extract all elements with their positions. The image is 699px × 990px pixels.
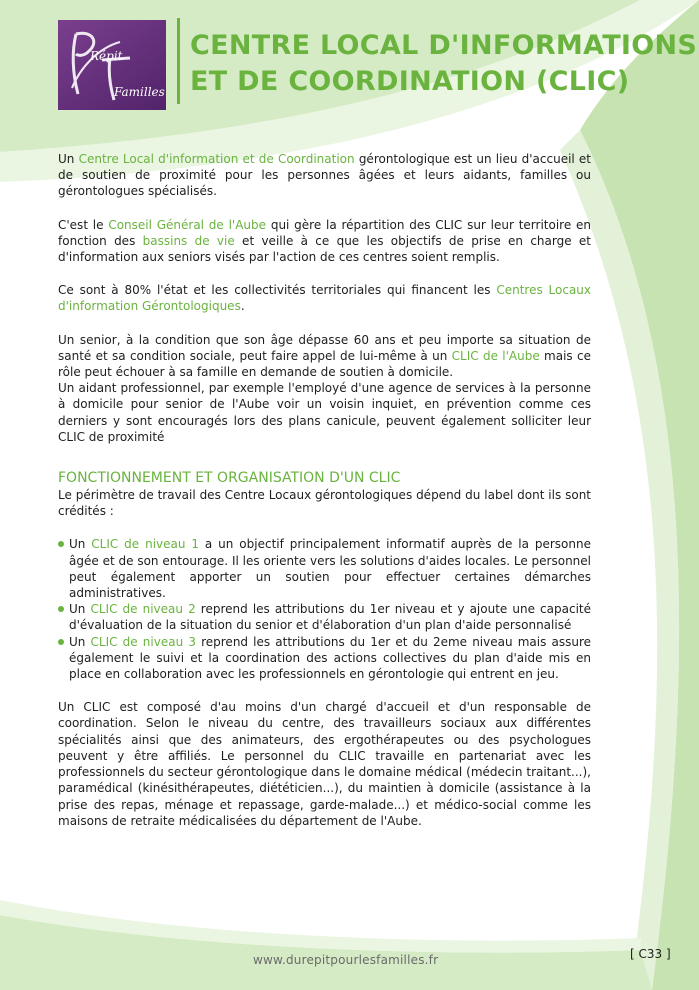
list-item-level-2 [58, 601, 591, 633]
logo-graphic [58, 20, 166, 110]
section-intro: Le périmètre de travail des Centre Locaux gérontologiques dépend du label dont ils sont crédités : [58, 488, 591, 519]
logo-text-familles: Familles [114, 85, 165, 99]
text: Un [69, 602, 91, 617]
text: qui gère la répartition des CLIC sur leur territoire en fonction des [58, 217, 591, 248]
page-title-line-1: CENTRE LOCAL D'INFORMATIONS [190, 30, 698, 61]
main-content [58, 151, 591, 846]
right-edge-swoosh [580, 0, 699, 990]
intro-paragraph-4 [58, 332, 591, 381]
text: Ce sont à 80% l'état et les collectivités territoriales qui financent les [58, 283, 497, 298]
page-number: [ C33 ] [630, 947, 671, 961]
link-centre-local[interactable]: Centre Local d'information et de Coordination [78, 152, 355, 166]
text: gérontologique est un lieu d'accueil et de soutien de proximité pour les personnes âgées et leurs aidants, familles ou gérontologues spécialisés. [58, 152, 592, 199]
link-clic-niveau-2[interactable]: CLIC de niveau 2 [90, 602, 196, 617]
intro-paragraph-5: Un aidant professionnel, par exemple l'employé d'une agence de services à la personne à domicile pour senior de l'Aube voir un voisin inquiet, en prévention comme ces derniers y sont encouragés lors des plans canicule, peuvent également solliciter leur CLIC de proximité [58, 381, 591, 444]
link-bassins-de-vie[interactable]: bassins de vie [142, 233, 235, 248]
text: Un [58, 152, 79, 166]
repit-familles-logo [58, 20, 166, 110]
link-centres-locaux[interactable]: Centres Locaux d'information Gérontologiques [58, 283, 592, 314]
bullet-icon [58, 639, 64, 645]
text: Un senior, à la condition que son âge dépasse 60 ans et peu importe sa situation de santé et sa condition sociale, peut faire appel de lui-même à un [58, 332, 591, 363]
footer-website-link[interactable]: www.durepitpourlesfamilles.fr [253, 953, 439, 967]
logo-text-repit: Répit [90, 49, 123, 63]
bullet-icon [58, 541, 64, 547]
page-title-line-2: ET DE COORDINATION (CLIC) [190, 66, 630, 97]
text: . [240, 299, 245, 314]
list-item-level-1 [58, 536, 591, 601]
intro-paragraph-1 [58, 151, 591, 200]
text: et veille à ce que les objectifs de prise en charge et d'information aux seniors visés par l'action de ces centres soient remplis. [58, 233, 591, 265]
link-clic-aube[interactable]: CLIC de l'Aube [451, 348, 540, 363]
text: a un objectif principalement informatif auprès de la personne âgée et de son entourage. Il les oriente vers les solutions d'aides locales. Le personnel peut également apporter un soutien pour effectuer certaines démarches administratives. [69, 537, 591, 601]
text: reprend les attributions du 1er et du 2eme niveau mais assure également le suivi et la coordination des actions collectives du plan d'aide mis en place en collaboration avec les professionnels en gérontologie qui entrent en jeu. [69, 634, 591, 682]
list-item-level-3 [58, 634, 591, 683]
bullet-icon [58, 606, 64, 612]
text: Un [69, 537, 92, 552]
intro-paragraph-2 [58, 217, 591, 266]
text: Un [69, 634, 91, 649]
text: reprend les attributions du 1er niveau et y ajoute une capacité d'évaluation de la situation du senior et d'élaboration d'un plan d'aide personnalisé [69, 602, 591, 633]
header-divider [177, 18, 180, 104]
closing-paragraph: Un CLIC est composé d'au moins d'un chargé d'accueil et d'un responsable de coordination. Selon le niveau du centre, des travailleurs sociaux aux différentes spécialités ainsi que des animateurs, des ergothérapeutes ou des psychologues peuvent y être affiliés. Le personnel du CLIC travaille en partenariat avec les professionnels du secteur gérontologique dans le domaine médical (médecin traitant...), paramédical (kinésithérapeutes, diététicien...), du maintien à domicile (assistance à la prise des repas, ménage et repassage, garde-malade...) et médico-social comme les maisons de retraite médicalisées du département de l'Aube. [58, 700, 591, 828]
text: C'est le [58, 217, 109, 232]
text: mais ce rôle peut échouer à sa famille en demande de soutien à domicile. [58, 348, 591, 380]
link-clic-niveau-1[interactable]: CLIC de niveau 1 [91, 537, 200, 552]
page-title [190, 28, 697, 100]
section-heading: FONCTIONNEMENT ET ORGANISATION D'UN CLIC [58, 470, 401, 487]
link-conseil-general[interactable]: Conseil Général de l'Aube [108, 217, 267, 232]
link-clic-niveau-3[interactable]: CLIC de niveau 3 [90, 634, 196, 649]
clic-levels-list [58, 536, 591, 682]
intro-paragraph-3 [58, 282, 591, 314]
